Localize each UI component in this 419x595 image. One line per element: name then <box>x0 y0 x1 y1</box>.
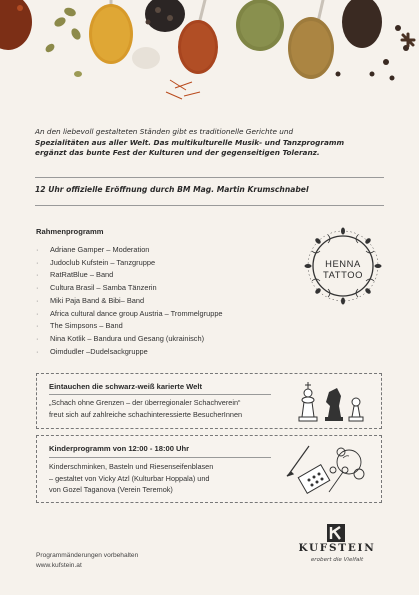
paint-brush-palette-icon <box>283 440 369 498</box>
paint-palette <box>298 465 330 494</box>
kids-box-line-3: von Gozel Taganova (Verein Teremok) <box>49 485 173 494</box>
bullet: · <box>36 283 39 293</box>
programme-item-text: Cultura Brasil – Samba Tänzerin <box>50 283 157 293</box>
chess-box-divider <box>49 394 271 395</box>
henna-tattoo-label <box>304 258 382 280</box>
star-anise <box>402 34 414 46</box>
paint-brush <box>287 446 309 476</box>
programme-heading: Rahmenprogramm <box>36 227 104 236</box>
spice-spoons-image <box>0 0 419 112</box>
programme-item <box>36 257 223 270</box>
bullet: · <box>36 346 39 356</box>
clove-spoon <box>342 0 382 48</box>
bullet: · <box>36 321 39 331</box>
programme-item <box>36 346 223 359</box>
saffron-threads <box>166 80 200 99</box>
logo-wordmark: KUFSTEIN <box>298 542 376 554</box>
chess-box-title: Eintauchen die schwarz-weiß karierte Welt <box>49 382 203 391</box>
bullet: · <box>36 295 39 305</box>
programme-item-text: Judoclub Kufstein – Tanzgruppe <box>50 257 156 267</box>
programme-item-text: Oimdudler –Dudelsackgruppe <box>50 346 148 356</box>
programme-item-text: Adriane Gamper – Moderation <box>50 245 150 254</box>
programme-item <box>36 295 223 308</box>
programme-item-text: Nina Kotlik – Bandura und Gesang (ukrainisch) <box>50 333 205 343</box>
footer <box>36 551 138 571</box>
spoon-handles <box>111 0 323 22</box>
chess-box-text <box>49 397 242 420</box>
programme-item <box>36 282 223 295</box>
intro-paragraph <box>35 127 385 159</box>
bullet: · <box>36 333 39 343</box>
footer-note: Programmänderungen vorbehalten <box>36 552 139 559</box>
kids-box-title: Kinderprogramm von 12:00 - 18:00 Uhr <box>49 444 190 453</box>
kids-box-line-1: Kinderschminken, Basteln und Riesenseifenblasen <box>49 462 214 471</box>
divider-top <box>35 177 384 178</box>
bullet: · <box>36 245 39 254</box>
soap-bubbles-icon <box>329 448 364 492</box>
pumpkin-seeds <box>44 6 83 77</box>
bullet: · <box>36 257 39 267</box>
chess-king-white <box>299 382 317 421</box>
opening-announcement: 12 Uhr offizielle Eröffnung durch BM Mag. Martin Krumschnabel <box>35 185 309 194</box>
kufstein-logo <box>290 522 384 570</box>
programme-item-text: The Simpsons – Band <box>50 321 123 331</box>
peppercorn-spoon <box>145 0 185 32</box>
henna-label-line-1: HENNA <box>325 258 361 269</box>
henna-label-line-2: TATTOO <box>322 269 364 280</box>
divider-bottom <box>35 205 384 206</box>
bullet: · <box>36 270 39 280</box>
kids-box-line-2: – gestaltet von Vicky Atzl (Kulturbar Hoppala) und <box>49 473 210 483</box>
chess-box-line-1: „Schach ohne Grenzen – der überregionaler Schachverein“ <box>49 398 241 407</box>
chess-knight-black <box>325 388 343 421</box>
programme-item-text: Miki Paja Band & Bibi– Band <box>50 295 145 305</box>
chess-box-line-2: freut sich auf zahlreiche schachinteressierte BesucherInnen <box>49 409 243 419</box>
kids-box-text <box>49 461 213 496</box>
kids-box-divider <box>49 457 271 458</box>
intro-line-2: Das multikulturelle Musik- und Tanzprogramm <box>151 137 345 147</box>
footer-url[interactable]: www.kufstein.at <box>36 562 82 569</box>
intro-line-1: An den liebevoll gestalteten Ständen gibt es traditionelle Gerichte und <box>35 127 294 136</box>
programme-item <box>36 333 223 346</box>
programme-item <box>36 244 223 257</box>
chess-pieces-icon <box>295 378 369 424</box>
programme-item <box>36 308 223 321</box>
programme-item-text: RatRatBlue – Band <box>50 270 114 280</box>
programme-item <box>36 269 223 282</box>
programme-item <box>36 320 223 333</box>
bullet: · <box>36 308 39 318</box>
programme-item-text: Africa cultural dance group Austria – Trommelgruppe <box>50 308 223 318</box>
kufstein-logo-icon <box>325 522 347 544</box>
salt-pile <box>132 47 160 69</box>
logo-tagline: erobert die Vielfalt <box>310 557 364 563</box>
intro-line-3: ergänzt das bunte Fest der Kulturen und der gegenseitigen Toleranz. <box>35 148 320 158</box>
intro-highlight: Spezialitäten aus aller Welt. <box>35 137 151 147</box>
programme-list <box>36 244 223 358</box>
chess-pawn-white <box>349 398 363 421</box>
spice-paprika-left <box>0 0 32 50</box>
